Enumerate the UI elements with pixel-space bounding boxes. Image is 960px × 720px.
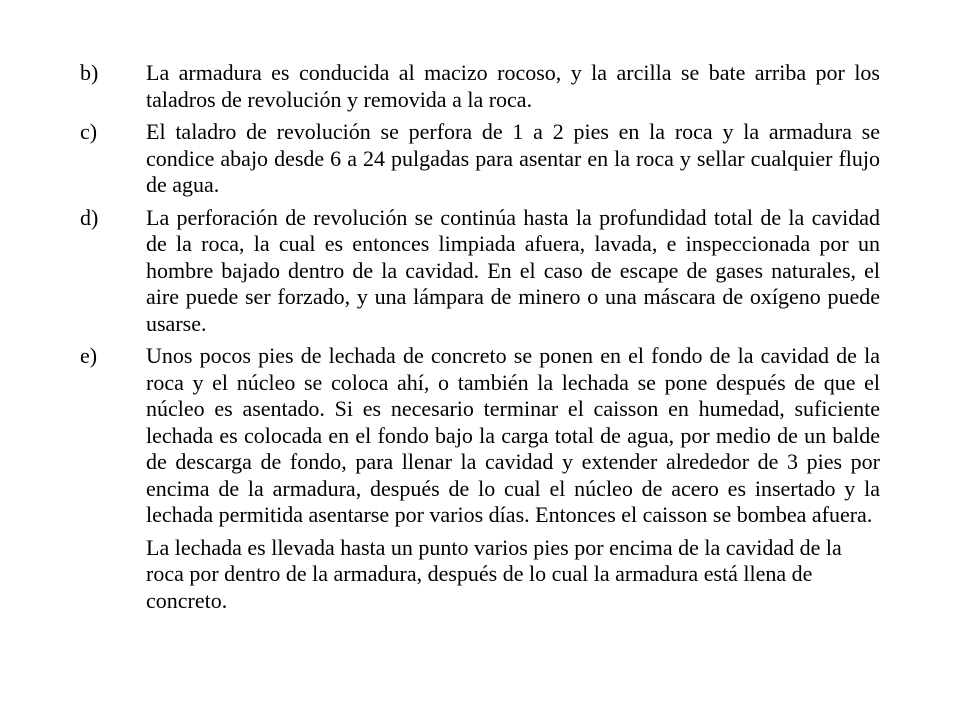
list-marker: e) bbox=[80, 343, 98, 368]
paragraph-text: El taladro de revolución se perfora de 1 a 2 pies en la roca y la armadura se condice abajo desde 6 a 24 pulgadas para asentar en la roca y sellar cualquier flujo de agua. bbox=[146, 119, 880, 197]
paragraph-text: La perforación de revolución se continúa hasta la profundidad total de la cavidad de la roca, la cual es entonces limpiada afuera, lavada, e inspeccionada por un hombre bajado dentro de la cavidad. En el caso de escape de gases naturales, el aire puede ser forzado, y una lámpara de minero o una máscara de oxígeno puede usarse. bbox=[146, 204, 880, 336]
list-item-b bbox=[80, 60, 880, 113]
list-marker: b) bbox=[80, 60, 99, 85]
list-marker: c) bbox=[80, 119, 98, 144]
list-item-c bbox=[80, 119, 880, 199]
paragraph-text: La armadura es conducida al macizo rocoso, y la arcilla se bate arriba por los taladros de revolución y removida a la roca. bbox=[146, 60, 880, 112]
continuation-paragraph: La lechada es llevada hasta un punto varios pies por encima de la cavidad de la roca por dentro de la armadura, después de lo cual la armadura está llena de concreto. bbox=[146, 534, 842, 613]
paragraph-text: Unos pocos pies de lechada de concreto se ponen en el fondo de la cavidad de la roca y el núcleo se coloca ahí, o también la lechada se pone después de que el núcleo es asentado. Si es necesario terminar el caisson en humedad, suficiente lechada es colocada en el fondo bajo la carga total de agua, por medio de un balde de descarga de fondo, para llenar la cavidad y extender alrededor de 3 pies por encima de la armadura, después de lo cual el núcleo de acero es insertado y la lechada permitida asentarse por varios días. Entonces el caisson se bombea afuera. bbox=[146, 343, 880, 527]
list-item-e bbox=[80, 343, 880, 529]
list-marker: d) bbox=[80, 204, 99, 230]
list-item-d bbox=[80, 205, 880, 338]
document-body bbox=[80, 60, 880, 636]
